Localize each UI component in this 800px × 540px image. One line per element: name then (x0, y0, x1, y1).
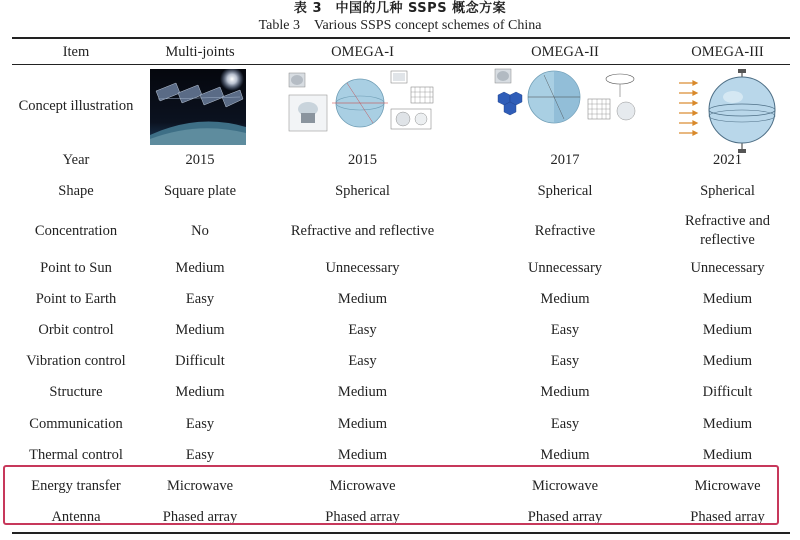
cell-year-multi-joints: 2015 (185, 151, 215, 168)
omega-ii-illustration (492, 67, 640, 129)
row-label-communication: Communication (29, 415, 123, 432)
header-multi-joints: Multi-joints (165, 43, 235, 60)
cell-concentration-multi-joints: No (191, 222, 209, 239)
header-item: Item (62, 43, 90, 60)
table-top-rule (12, 37, 790, 39)
table-bottom-rule (12, 532, 790, 534)
cell-point-to-sun-multi-joints: Medium (175, 259, 225, 276)
row-label-point-to-sun: Point to Sun (40, 259, 112, 276)
cell-shape-omega-ii: Spherical (537, 182, 593, 199)
cell-thermal-control-multi-joints: Easy (185, 446, 215, 463)
row-label-point-to-earth: Point to Earth (35, 290, 117, 307)
cell-antenna-omega-ii: Phased array (527, 508, 603, 525)
cell-orbit-control-omega-ii: Easy (550, 321, 580, 338)
row-label-orbit-control: Orbit control (38, 321, 114, 338)
cell-orbit-control-omega-i: Easy (348, 321, 377, 338)
cell-point-to-sun-omega-iii: Unnecessary (690, 259, 765, 276)
cell-antenna-omega-iii: Phased array (690, 508, 765, 525)
microwave-rows-highlight-box (3, 465, 779, 525)
row-label-antenna: Antenna (51, 508, 101, 525)
cell-shape-omega-iii: Spherical (700, 182, 755, 199)
cell-point-to-earth-omega-i: Medium (337, 290, 388, 307)
cell-point-to-earth-omega-iii: Medium (702, 290, 753, 307)
row-label-energy-transfer: Energy transfer (31, 477, 121, 494)
row-label-thermal-control: Thermal control (29, 446, 123, 463)
cell-energy-transfer-omega-i: Microwave (329, 477, 396, 494)
cell-structure-omega-i: Medium (337, 383, 388, 400)
row-label-concentration: Concentration (34, 222, 118, 239)
cell-vibration-control-omega-i: Easy (348, 352, 377, 369)
cell-energy-transfer-omega-iii: Microwave (694, 477, 761, 494)
row-label-shape: Shape (58, 182, 94, 199)
cell-concentration-omega-i: Refractive and reflective (290, 222, 435, 239)
table-header-rule (12, 64, 790, 65)
cell-communication-omega-ii: Easy (550, 415, 580, 432)
cell-vibration-control-omega-iii: Medium (702, 352, 753, 369)
cell-energy-transfer-omega-ii: Microwave (531, 477, 599, 494)
cell-year-omega-iii: 2021 (713, 151, 742, 168)
cell-vibration-control-multi-joints: Difficult (175, 352, 225, 369)
cell-orbit-control-omega-iii: Medium (702, 321, 753, 338)
cell-thermal-control-omega-iii: Medium (702, 446, 753, 463)
cell-communication-omega-iii: Medium (702, 415, 753, 432)
header-omega-ii: OMEGA-II (531, 43, 599, 60)
cell-structure-multi-joints: Medium (175, 383, 225, 400)
cell-antenna-multi-joints: Phased array (162, 508, 238, 525)
cell-thermal-control-omega-i: Medium (337, 446, 388, 463)
row-label-year: Year (62, 151, 90, 168)
cell-energy-transfer-multi-joints: Microwave (166, 477, 234, 494)
cell-thermal-control-omega-ii: Medium (540, 446, 590, 463)
cell-shape-multi-joints: Square plate (163, 182, 237, 199)
cell-point-to-earth-multi-joints: Easy (185, 290, 215, 307)
header-omega-i: OMEGA-I (331, 43, 394, 60)
cell-communication-multi-joints: Easy (185, 415, 215, 432)
row-label-vibration-control: Vibration control (26, 352, 126, 369)
cell-shape-omega-i: Spherical (335, 182, 390, 199)
cell-structure-omega-iii: Difficult (702, 383, 753, 400)
cell-concentration-omega-iii: Refractive and reflective (685, 213, 770, 248)
table-caption-english: Table 3 Various SSPS concept schemes of China (258, 18, 542, 33)
cell-point-to-sun-omega-i: Unnecessary (325, 259, 400, 276)
cell-year-omega-ii: 2017 (550, 151, 580, 168)
cell-year-omega-i: 2015 (348, 151, 377, 168)
concept-illustration-label: Concept illustration (18, 97, 134, 114)
cell-vibration-control-omega-ii: Easy (550, 352, 580, 369)
cell-concentration-omega-ii: Refractive (534, 222, 596, 239)
cell-communication-omega-i: Medium (337, 415, 388, 432)
cell-point-to-earth-omega-ii: Medium (540, 290, 590, 307)
cell-orbit-control-multi-joints: Medium (175, 321, 225, 338)
cell-point-to-sun-omega-ii: Unnecessary (527, 259, 603, 276)
cell-antenna-omega-i: Phased array (325, 508, 400, 525)
header-omega-iii: OMEGA-III (691, 43, 764, 60)
omega-i-illustration (287, 69, 437, 133)
multi-joints-illustration (150, 69, 246, 145)
row-label-structure: Structure (49, 383, 103, 400)
table-caption-chinese: 表 3 中国的几种 SSPS 概念方案 (293, 1, 507, 16)
omega-iii-illustration (677, 69, 777, 155)
cell-structure-omega-ii: Medium (540, 383, 590, 400)
